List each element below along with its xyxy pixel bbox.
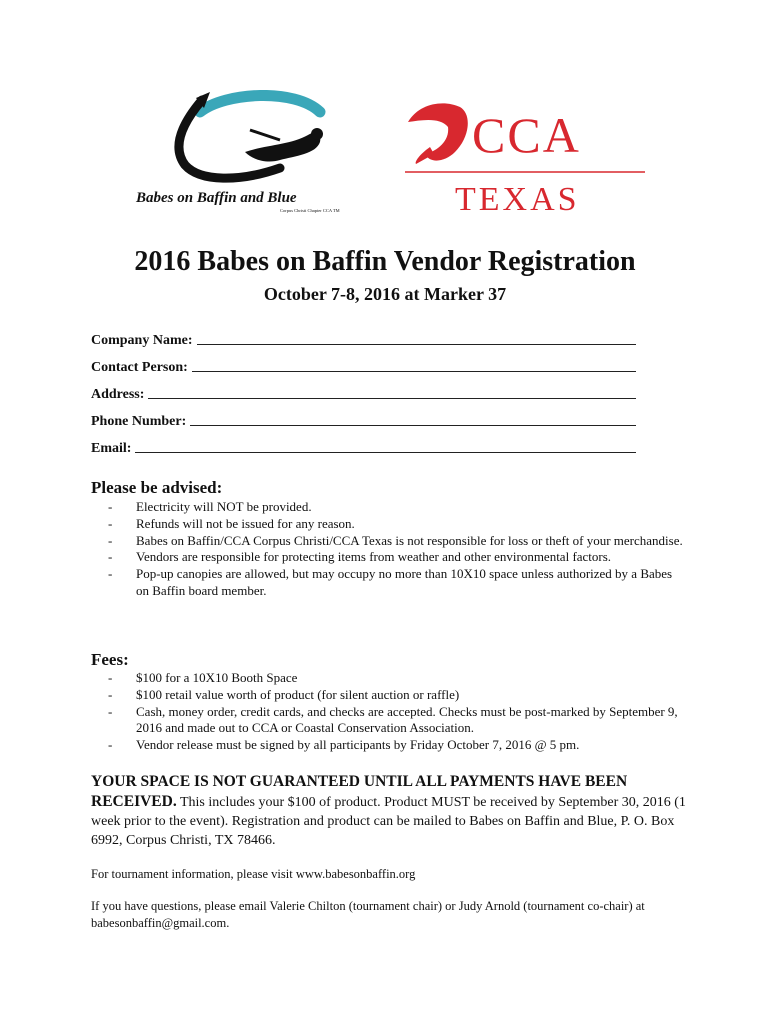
phone-number-field[interactable] [91,403,636,430]
fill-line[interactable] [135,451,636,453]
cca-texas-logo [400,92,650,217]
field-label: Company Name: [91,333,193,348]
list-item: - $100 retail value worth of product (for silent auction or raffle) [108,687,683,704]
field-label: Address: [91,387,145,402]
fill-line[interactable] [197,343,637,345]
tournament-info: For tournament information, please visit www.babesonbaffin.org [91,867,416,881]
advised-heading: Please be advised: [91,478,223,497]
list-item: - Vendors are responsible for protecting items from weather and other environmental factors. [108,549,683,566]
field-label: Phone Number: [91,414,187,429]
field-label: Contact Person: [91,360,188,375]
fees-list [108,670,683,754]
babes-logo-text: Babes on Baffin and Blue [136,190,297,206]
list-item: - Cash, money order, credit cards, and checks are accepted. Checks must be post-marked by September 9, 2016 and made out to CCA or Coastal Conservation Association. [108,704,683,738]
page-title: 2016 Babes on Baffin Vendor Registration [134,246,636,277]
contact-person-field[interactable] [91,349,636,376]
company-name-field[interactable] [91,322,636,349]
fill-line[interactable] [190,424,636,426]
field-label: Email: [91,441,132,456]
list-item: - Pop-up canopies are allowed, but may occupy no more than 10X10 space unless authorized by a Babes on Baffin board member. [108,566,683,600]
fill-line[interactable] [192,370,636,372]
list-item: - Babes on Baffin/CCA Corpus Christi/CCA Texas is not responsible for loss or theft of your merchandise. [108,533,683,550]
cca-logo-text: CCA [472,107,581,163]
babes-logo-subtext: Corpus Christi Chapter CCA TM [280,208,340,213]
email-field[interactable] [91,430,636,457]
cca-fish-logo-graphic [400,92,650,217]
list-item: - $100 for a 10X10 Booth Space [108,670,683,687]
questions-contact: If you have questions, please email Valerie Chilton (tournament chair) or Judy Arnold (tournament co-chair) at babesonbaffin@gmail.com. [91,899,645,930]
texas-logo-text: TEXAS [455,181,580,217]
contact-fields [91,322,636,457]
advised-list [108,499,683,600]
list-item: - Electricity will NOT be provided. [108,499,683,516]
list-item: - Vendor release must be signed by all participants by Friday October 7, 2016 @ 5 pm. [108,737,683,754]
mermaid-logo-graphic [130,90,355,220]
event-date: October 7-8, 2016 at Marker 37 [263,284,507,304]
guarantee-bold-text: YOUR SPACE IS NOT GUARANTEED UNTIL ALL PAYMENTS HAVE BEEN RECEIVED. [91,773,628,810]
fees-heading: Fees: [91,650,129,669]
fill-line[interactable] [148,397,636,399]
guarantee-text: This includes your $100 of product. Product MUST be received by September 30, 2016 (1 week prior to the event). Registration and product can be mailed to Babes on Baffin and Blue, P. O. Box 6992, Corpus Christi, TX 78466. [91,795,686,848]
address-field[interactable] [91,376,636,403]
babes-on-baffin-logo [130,90,355,220]
payment-guarantee-notice [91,772,691,850]
list-item: - Refunds will not be issued for any reason. [108,516,683,533]
